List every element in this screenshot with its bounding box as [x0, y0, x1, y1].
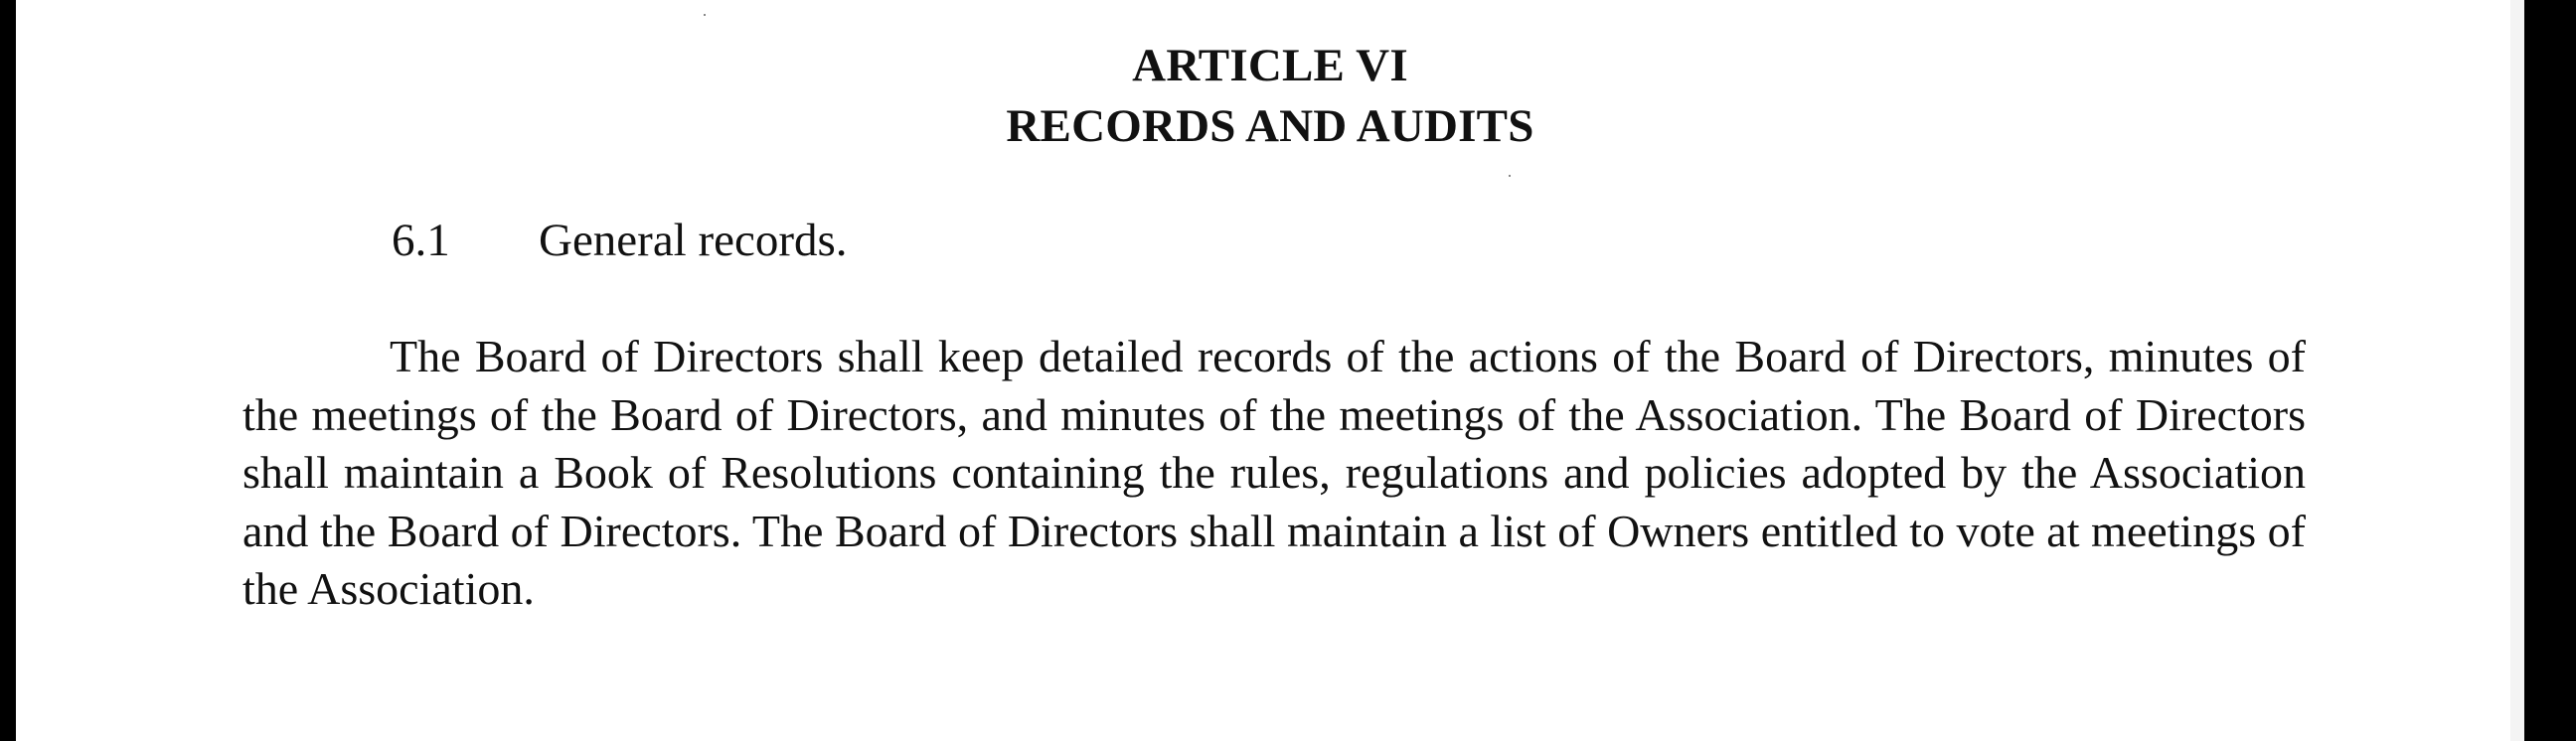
scan-speck — [704, 14, 706, 16]
article-title: ARTICLE VI — [1132, 40, 1408, 91]
section-heading — [392, 213, 848, 268]
article-subtitle: RECORDS AND AUDITS — [1006, 100, 1534, 152]
body-paragraph: The Board of Directors shall keep detailed records of the actions of the Board of Directors, minutes of the meetings of the Board of Directors, and minutes of the meetings of the Association. The Board of Directors shall maintain a Book of Resolutions containing the rules, regulations and policies adopted by the Association and the Board of Directors. The Board of Directors shall maintain a list of Owners entitled to vote at meetings of the Association. — [242, 331, 2306, 614]
scan-speck — [1509, 175, 1511, 177]
section-title: General records. — [539, 215, 848, 266]
section-number: 6.1 — [392, 215, 450, 266]
